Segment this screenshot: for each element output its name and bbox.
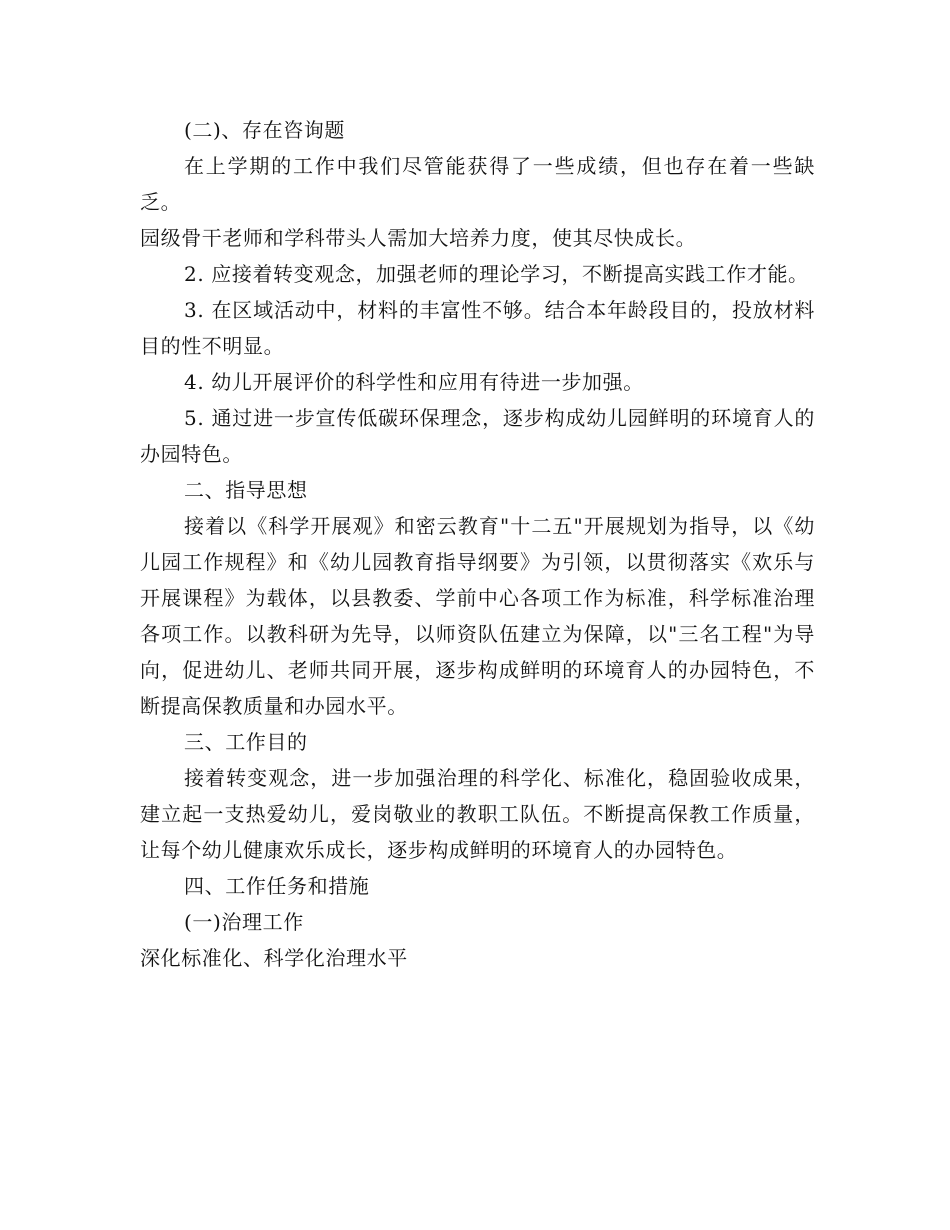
document-body — [140, 112, 815, 976]
list-item: 2. 应接着转变观念，加强老师的理论学习，不断提高实践工作才能。 — [184, 262, 809, 286]
section-heading-tasks-and-measures: 四、工作任务和措施 — [184, 874, 370, 898]
section-heading-work-objectives: 三、工作目的 — [184, 730, 308, 754]
body-paragraph: 接着转变观念，进一步加强治理的科学化、标准化，稳固验收成果，建立起一支热爱幼儿，爱岗敬业的教职工队伍。不断提高保教工作质量，让每个幼儿健康欢乐成长，逐步构成鲜明的环境育人的办园特色。 — [140, 766, 815, 862]
body-paragraph: 接着以《科学开展观》和密云教育"十二五"开展规划为指导，以《幼儿园工作规程》和《幼儿园教育指导纲要》为引领，以贯彻落实《欢乐与开展课程》为载体，以县教委、学前中心各项工作为标准，科学标准治理各项工作。以教科研为先导，以师资队伍建立为保障，以"三名工程"为导向，促进幼儿、老师共同开展，逐步构成鲜明的环境育人的办园特色，不断提高保教质量和办园水平。 — [140, 514, 815, 718]
list-item: 3. 在区域活动中，材料的丰富性不够。结合本年龄段目的，投放材料目的性不明显。 — [140, 298, 815, 358]
body-paragraph: 在上学期的工作中我们尽管能获得了一些成绩，但也存在着一些缺乏。 — [140, 154, 815, 214]
body-paragraph: 园级骨干老师和学科带头人需加大培养力度，使其尽快成长。 — [140, 226, 697, 250]
body-paragraph: 深化标准化、科学化治理水平 — [140, 946, 408, 970]
section-subheading-management: (一)治理工作 — [184, 910, 304, 934]
section-heading-guiding-ideology: 二、指导思想 — [184, 478, 308, 502]
list-item: 4. 幼儿开展评价的科学性和应用有待进一步加强。 — [184, 370, 644, 394]
section-subheading-problems: (二)、存在咨询题 — [184, 118, 346, 142]
list-item: 5. 通过进一步宣传低碳环保理念，逐步构成幼儿园鲜明的环境育人的办园特色。 — [140, 406, 815, 466]
